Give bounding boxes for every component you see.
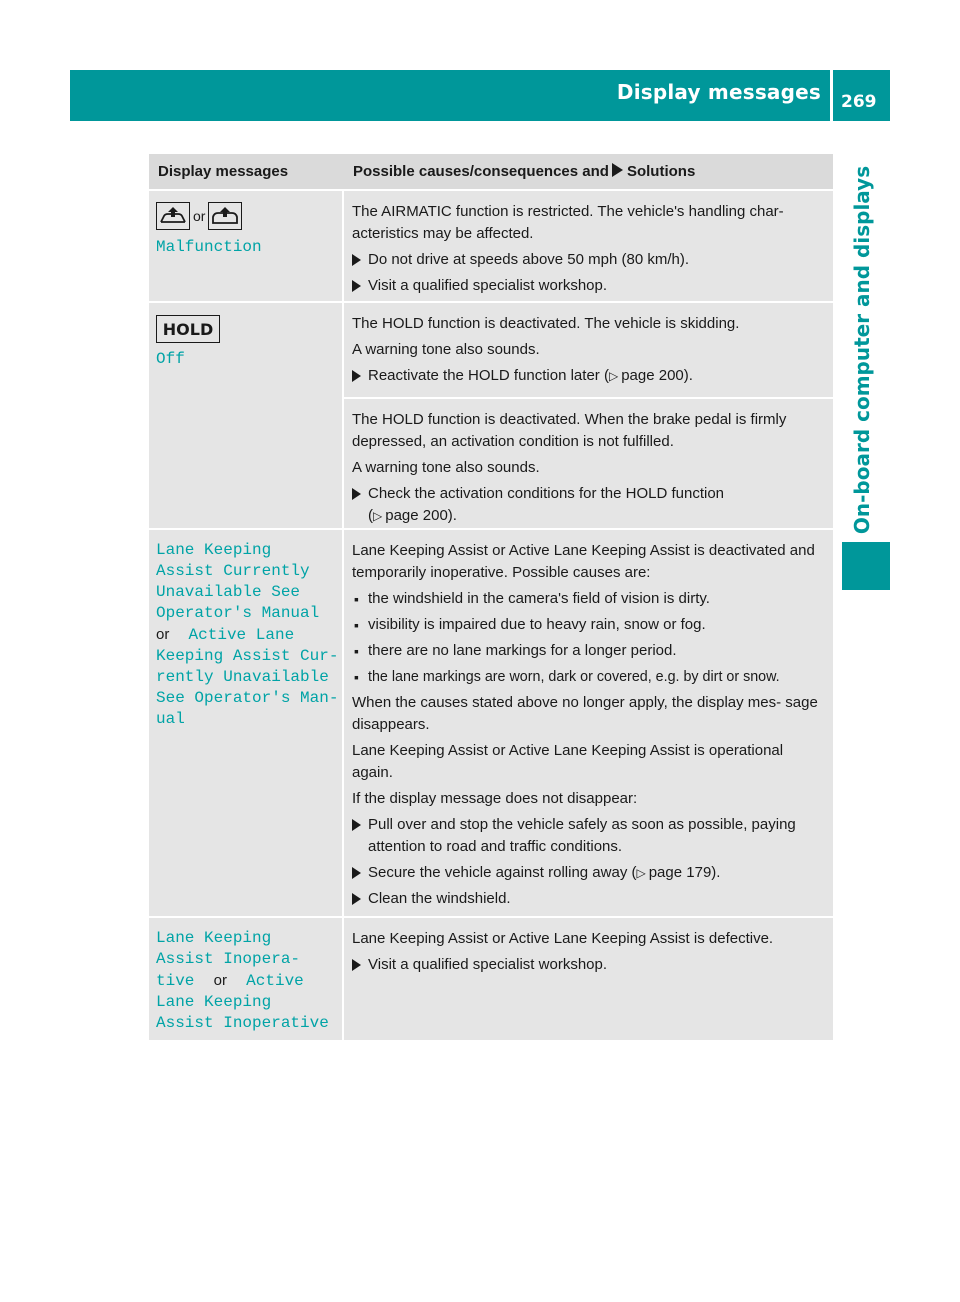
airmatic-raise-vehicle-icon: [156, 202, 190, 230]
action-item: Pull over and stop the vehicle safely as soon as possible, paying attention to road and traffic conditions.: [352, 814, 827, 858]
action-item: Visit a qualified specialist workshop.: [352, 275, 827, 297]
secure-vehicle-text: Secure the vehicle against rolling away (: [368, 864, 637, 881]
causes-solutions-cell: [344, 530, 833, 916]
page-header-title: Display messages: [616, 80, 821, 104]
table-header-row: [149, 154, 833, 189]
display-messages-table: [149, 154, 833, 1040]
message-fragment: tive: [156, 972, 195, 990]
message-line: Assist Currently: [156, 562, 310, 580]
page-reference-icon: ▷: [608, 369, 619, 383]
page-reference-icon: ▷: [636, 866, 646, 880]
action-item: Clean the windshield.: [352, 888, 827, 910]
causes-solutions-cell: [344, 918, 833, 1040]
page-reference-link[interactable]: page 200).: [621, 367, 693, 384]
malfunction-message: Malfunction: [156, 238, 262, 256]
table-header-causes-solutions: [344, 154, 833, 189]
hold-skidding-text: The HOLD function is deactivated. The vehicle is skidding.: [352, 315, 740, 332]
cause-bullet: ▪ visibility is impaired due to heavy rain, snow or fog.: [352, 614, 827, 636]
warning-tone-text: A warning tone also sounds.: [352, 459, 540, 476]
check-activation-text: Check the activation conditions for the HOLD function: [368, 485, 725, 502]
display-message-cell: [149, 303, 344, 528]
hold-brake-text: The HOLD function is deactivated. When the brake pedal is firmly depressed, an activation condition is not fulfilled.: [352, 411, 787, 450]
table-header-solutions-text: Solutions: [626, 163, 696, 180]
lka-unavailable-block: [344, 530, 833, 923]
lka-unavailable-message: [156, 540, 342, 730]
or-text: or: [156, 626, 170, 643]
hold-indicator-icon: HOLD: [156, 315, 220, 343]
action-item: Visit a qualified specialist workshop.: [352, 954, 827, 976]
lka-deactivated-text: Lane Keeping Assist or Active Lane Keeping Assist is deactivated and temporarily inoperative. Possible causes are:: [352, 542, 815, 581]
message-persists-text: If the display message does not disappear:: [352, 790, 638, 807]
message-line: Operator's Manual: [156, 604, 320, 622]
warning-icons-line: [156, 201, 342, 231]
display-message-cell: [149, 918, 344, 1040]
warning-tone-text: A warning tone also sounds.: [352, 341, 540, 358]
page-reference-icon: ▷: [373, 509, 383, 523]
airmatic-solution-block: [344, 191, 833, 310]
message-line: See Operator's Man‐: [156, 689, 339, 707]
lka-defective-block: [344, 918, 833, 989]
message-line: Lane Keeping: [156, 929, 272, 947]
causes-solutions-cell: [344, 303, 833, 528]
display-message-cell: [149, 530, 344, 916]
causes-solutions-cell: [344, 191, 833, 301]
message-line: [156, 624, 342, 646]
message-line: [156, 970, 342, 992]
chapter-marker-square: [842, 542, 890, 590]
header-divider: [830, 70, 833, 121]
table-header-display-messages: Display messages: [158, 163, 289, 180]
page-reference-link[interactable]: page 179).: [648, 864, 721, 881]
lka-operational-text: Lane Keeping Assist or Active Lane Keeping Assist is operational again.: [352, 742, 784, 781]
airmatic-suv-raise-icon: [208, 202, 242, 230]
table-row: [149, 916, 833, 1040]
airmatic-description: The AIRMATIC function is restricted. The vehicle's handling char- acteristics may be affected.: [352, 203, 784, 242]
causes-cleared-text: When the causes stated above no longer apply, the display mes- sage disappears.: [352, 694, 818, 733]
action-item: [352, 365, 827, 387]
action-item: [352, 862, 827, 884]
lka-inoperative-message: [156, 928, 342, 1034]
action-item: Check the activation conditions for the HOLD function (▷ page 200).: [352, 483, 827, 527]
chapter-side-label-text: On-board computer and displays: [850, 165, 875, 535]
solutions-arrow-icon: [612, 163, 623, 177]
table-row: [149, 189, 833, 301]
lka-defective-text: Lane Keeping Assist or Active Lane Keeping Assist is defective.: [352, 930, 774, 947]
message-line: ual: [156, 710, 185, 728]
message-fragment: Active Lane: [188, 626, 295, 644]
display-message-cell: [149, 191, 344, 301]
cause-bullet: ▪ there are no lane markings for a longer period.: [352, 640, 827, 662]
reactivate-hold-text: Reactivate the HOLD function later (: [368, 367, 609, 384]
page-reference-link[interactable]: page 200).: [385, 507, 457, 524]
or-text: or: [213, 972, 227, 989]
table-row: [149, 528, 833, 916]
chapter-side-label: [842, 166, 882, 534]
page-number: 269: [841, 92, 877, 112]
message-line: Keeping Assist Cur‐: [156, 647, 339, 665]
message-line: Unavailable See: [156, 583, 301, 601]
cause-bullet: ▪ the windshield in the camera's field of vision is dirty.: [352, 588, 827, 610]
message-line: rently Unavailable: [156, 668, 329, 686]
table-header-causes-text: Possible causes/consequences and: [353, 163, 609, 180]
message-line: Assist Inopera‐: [156, 950, 301, 968]
table-row: [149, 301, 833, 528]
action-item: Do not drive at speeds above 50 mph (80 km/h).: [352, 249, 827, 271]
page-header-bar: [70, 70, 890, 121]
message-fragment: Active: [246, 972, 304, 990]
hold-off-message: Off: [156, 350, 185, 368]
or-text: or: [193, 208, 206, 224]
message-line: Assist Inoperative: [156, 1014, 329, 1032]
message-line: Lane Keeping: [156, 993, 272, 1011]
hold-skidding-block: [344, 303, 833, 397]
message-line: Lane Keeping: [156, 541, 272, 559]
hold-brake-block: [344, 397, 833, 540]
cause-bullet: ▪ the lane markings are worn, dark or covered, e.g. by dirt or snow.: [352, 666, 827, 688]
